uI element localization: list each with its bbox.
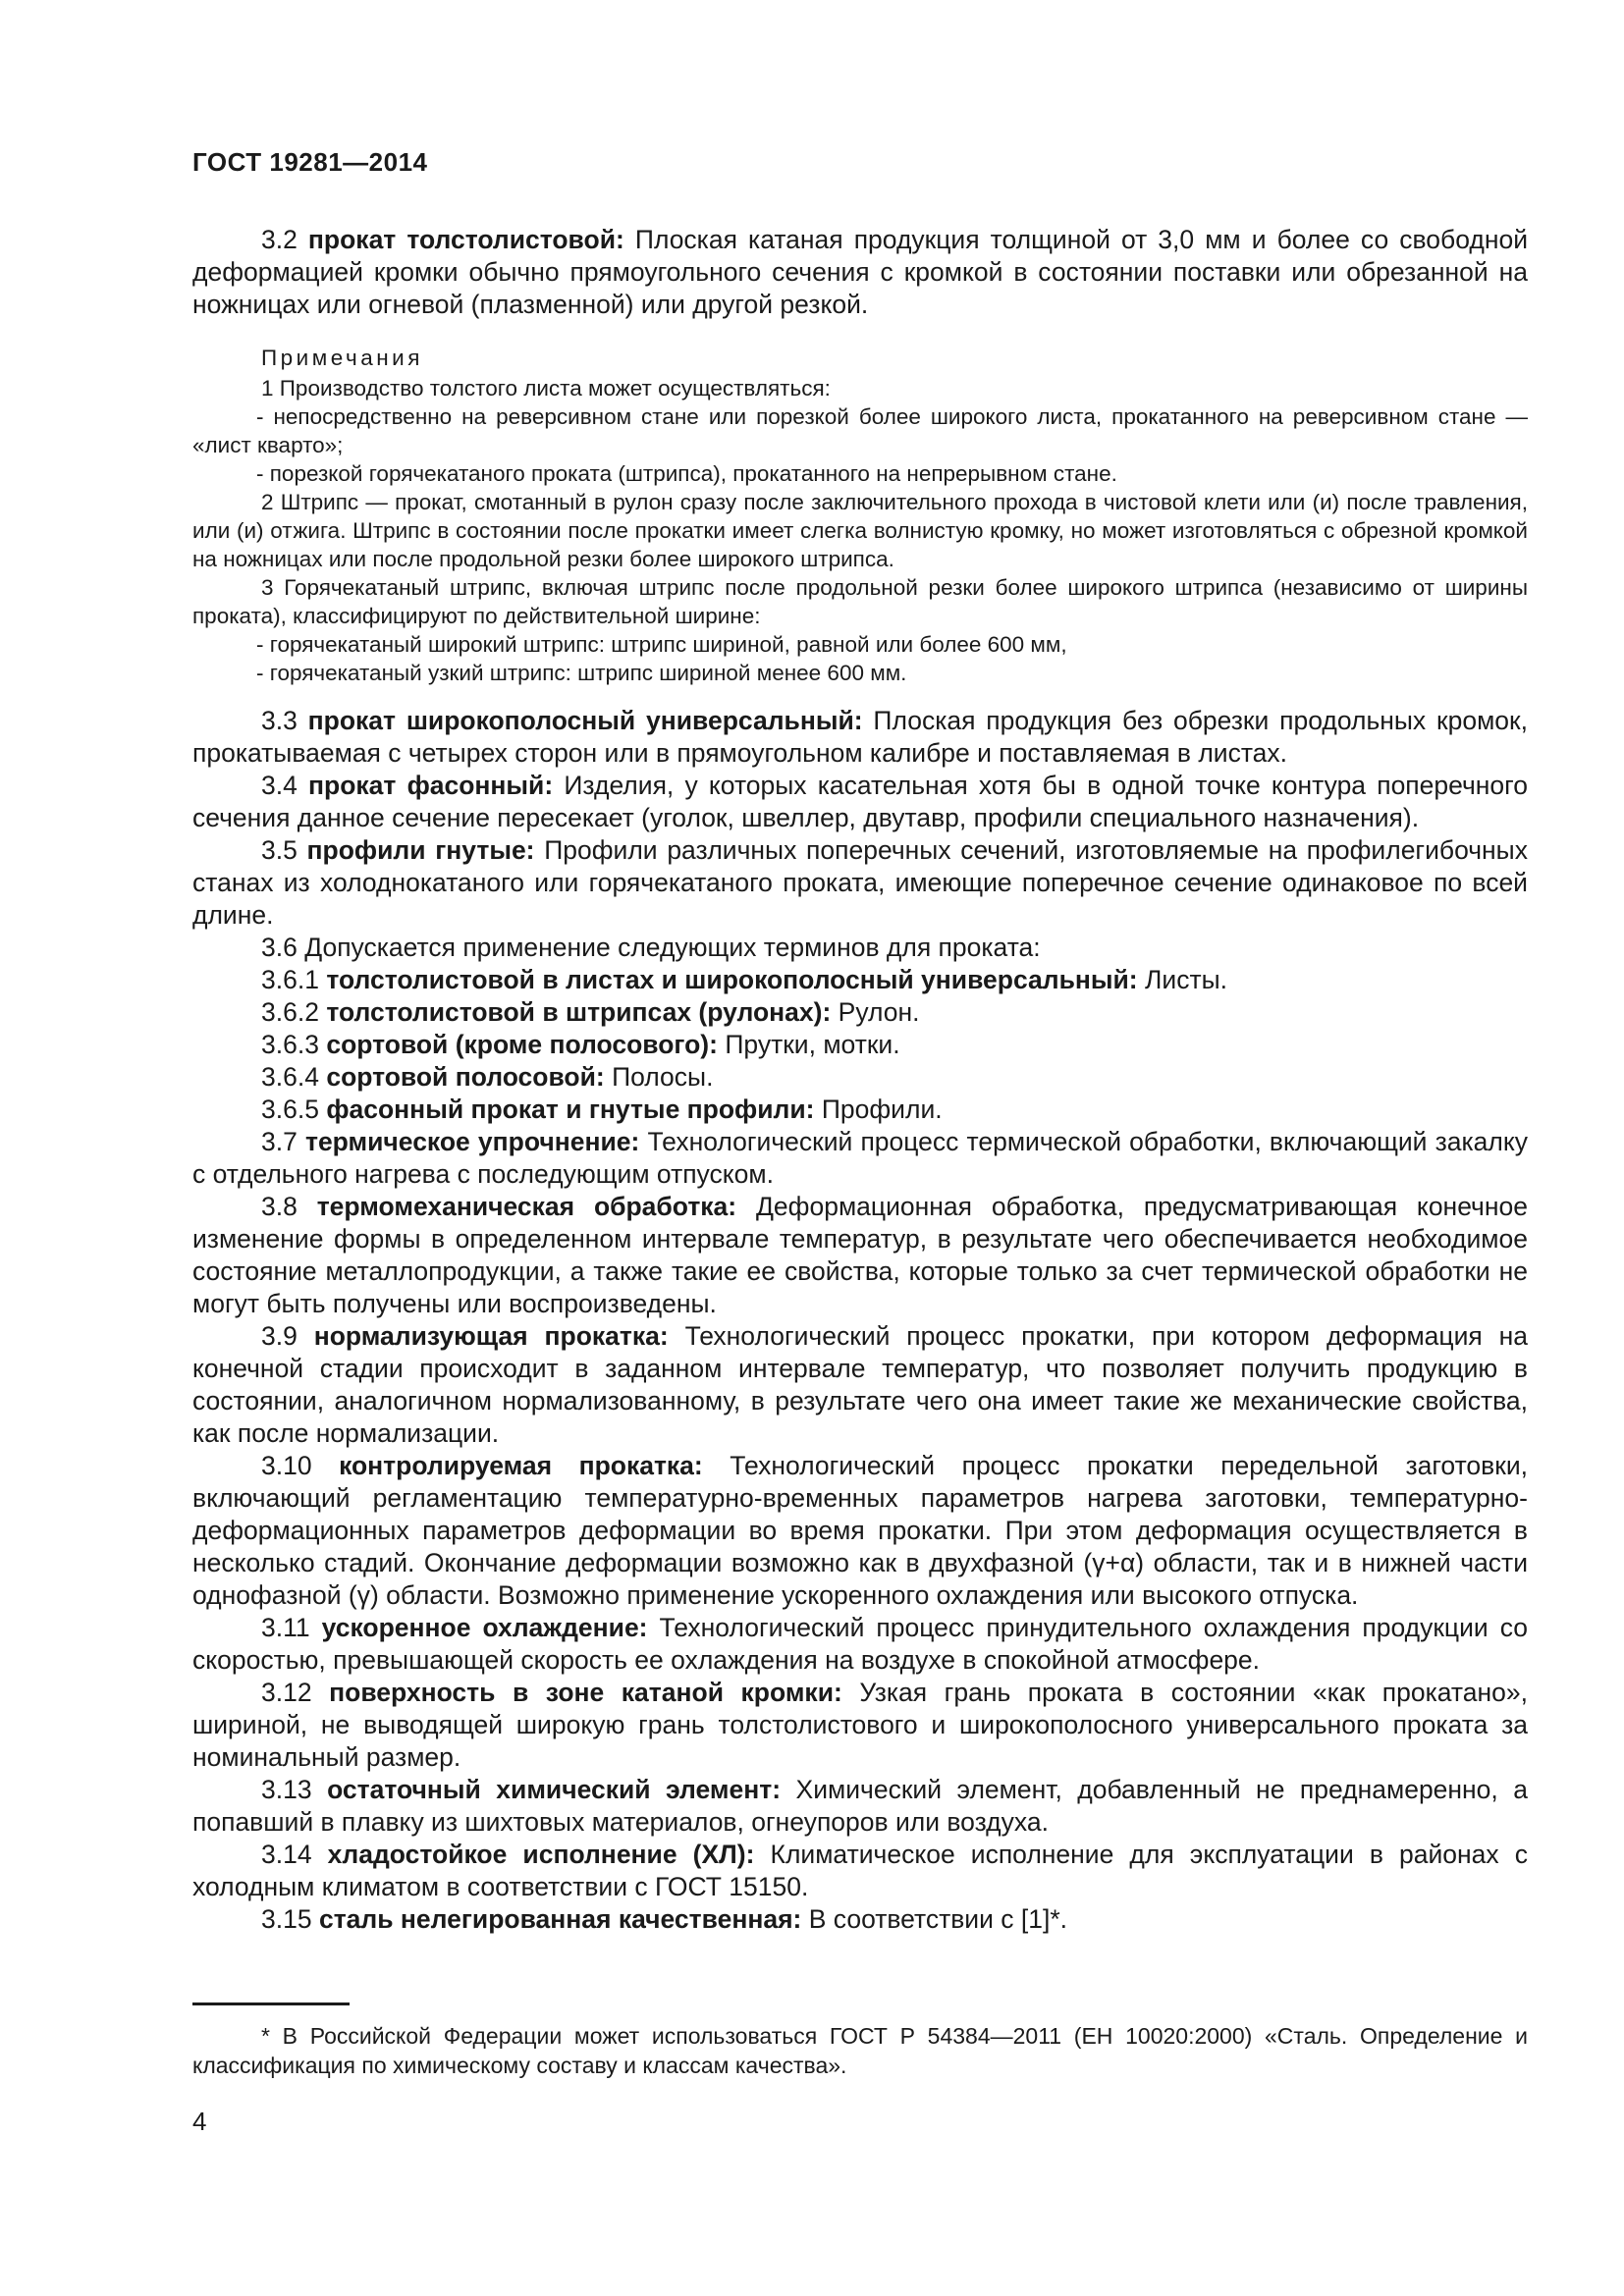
paragraph-3-6-4 <box>192 1061 1528 1094</box>
paragraph-3-7 <box>192 1126 1528 1191</box>
clause-number: 3.3 <box>261 706 298 735</box>
definition: Технологический процесс принудительного охлаждения продукции со скоростью, превышающей скорость ее охлаждения на воздухе в спокойной атмосфере. <box>192 1613 1528 1675</box>
note-3-item-a: - горячекатаный широкий штрипс: штрипс шириной, равной или более 600 мм, <box>256 632 1067 657</box>
definition: Узкая грань проката в состоянии «как прокатано», шириной, не выводящей широкую грань толстолистового и широкополосного универсального проката за номинальный размер. <box>192 1678 1528 1772</box>
paragraph-3-8 <box>192 1191 1528 1320</box>
term: сортовой полосовой: <box>326 1062 605 1092</box>
term: поверхность в зоне катаной кромки: <box>329 1678 842 1707</box>
clause-number: 3.12 <box>261 1678 312 1707</box>
term: профили гнутые: <box>306 835 535 865</box>
term: прокат толстолистовой: <box>307 225 624 254</box>
term: ускоренное охлаждение: <box>321 1613 648 1642</box>
term: термическое упрочнение: <box>304 1127 640 1156</box>
paragraph-3-6-5 <box>192 1094 1528 1126</box>
term: остаточный химический элемент: <box>327 1775 782 1804</box>
clause-number: 3.13 <box>261 1775 312 1804</box>
term: прокат широкополосный универсальный: <box>307 706 863 735</box>
clause-number: 3.5 <box>261 835 298 865</box>
clause-number: 3.4 <box>261 771 298 800</box>
clause-number: 3.14 <box>261 1840 312 1869</box>
notes-block <box>192 344 1528 687</box>
definition: Рулон. <box>838 997 920 1027</box>
clause-number: 3.6.5 <box>261 1095 319 1124</box>
term: фасонный прокат и гнутые профили: <box>326 1095 815 1124</box>
note-1-item-b: - порезкой горячекатаного проката (штрипса), прокатанного на непрерывном стане. <box>256 461 1117 486</box>
clause-number: 3.7 <box>261 1127 298 1156</box>
note-2: 2 Штрипс — прокат, смотанный в рулон сразу после заключительного прохода в чистовой клети или (и) после травления, или (и) отжига. Штрипс в состоянии после прокатки имеет слегка волнистую кромку, но может изготовляться с обрезной кромкой на ножницах или после продольной резки более широкого штрипса. <box>192 490 1528 571</box>
definition: Допускается применение следующих терминов для проката: <box>304 933 1041 962</box>
paragraph-3-6-2 <box>192 996 1528 1029</box>
paragraph-3-12 <box>192 1677 1528 1774</box>
footnote-divider <box>192 2002 350 2005</box>
definition: Профили различных поперечных сечений, изготовляемые на профилегибочных станах из холоднокатаного или горячекатаного проката, имеющие поперечное сечение одинаковое по всей длине. <box>192 835 1528 930</box>
term: контролируемая прокатка: <box>339 1451 703 1480</box>
paragraph-3-6 <box>192 932 1528 964</box>
definition: Плоская продукция без обрезки продольных кромок, прокатываемая с четырех сторон или в прямоугольном калибре и поставляемая в листах. <box>192 706 1528 768</box>
paragraph-3-6-1 <box>192 964 1528 996</box>
clause-number: 3.6.4 <box>261 1062 319 1092</box>
paragraph-3-4 <box>192 770 1528 834</box>
definition: В соответствии с [1]*. <box>808 1904 1068 1934</box>
definition: Деформационная обработка, предусматривающая конечное изменение формы в определенном интервале температур, в результате чего обеспечивается необходимое состояние металлопродукции, а также такие ее свойства, которые только за счет термической обработки не могут быть получены или воспроизведены. <box>192 1192 1528 1318</box>
notes-heading: Примечания <box>261 346 423 370</box>
paragraph-3-14 <box>192 1839 1528 1903</box>
document-body <box>192 224 1528 1936</box>
definition: Технологический процесс прокатки передельной заготовки, включающий регламентацию температурно-временных параметров нагрева заготовки, температурно-деформационных параметров деформации во время прокатки. При этом деформация осуществляется в несколько стадий. Окончание деформации возможно как в двухфазной (γ+α) области, так и в нижней части однофазной (γ) области. Возможно применение ускоренного охлаждения или высокого отпуска. <box>192 1451 1528 1610</box>
definition: Изделия, у которых касательная хотя бы в одной точке контура поперечного сечения данное сечение пересекает (уголок, швеллер, двутавр, профили специального назначения). <box>192 771 1528 832</box>
definition: Профили. <box>821 1095 943 1124</box>
footnote: * В Российской Федерации может использоваться ГОСТ Р 54384—2011 (ЕН 10020:2000) «Сталь. Определение и классификация по химическому составу и классам качества». <box>192 2023 1528 2078</box>
note-3-item-b: - горячекатаный узкий штрипс: штрипс шириной менее 600 мм. <box>256 661 907 685</box>
term: толстолистовой в листах и широкополосный универсальный: <box>326 965 1138 994</box>
clause-number: 3.15 <box>261 1904 312 1934</box>
clause-number: 3.11 <box>261 1613 310 1642</box>
note-1-item-a: - непосредственно на реверсивном стане или порезкой более широкого листа, прокатанного на реверсивном стане — «лист кварто»; <box>192 404 1528 457</box>
clause-number: 3.10 <box>261 1451 312 1480</box>
clause-number: 3.2 <box>261 225 298 254</box>
paragraph-3-9 <box>192 1320 1528 1450</box>
definition: Климатическое исполнение для эксплуатации в районах с холодным климатом в соответствии с ГОСТ 15150. <box>192 1840 1528 1901</box>
term: сталь нелегированная качественная: <box>318 1904 802 1934</box>
clause-number: 3.9 <box>261 1321 298 1351</box>
paragraph-3-13 <box>192 1774 1528 1839</box>
paragraph-3-10 <box>192 1450 1528 1612</box>
term: толстолистовой в штрипсах (рулонах): <box>326 997 832 1027</box>
definition: Технологический процесс прокатки, при котором деформация на конечной стадии происходит в заданном интервале температур, что позволяет получить продукцию в состоянии, аналогичном нормализованному, в результате чего она имеет такие же механические свойства, как после нормализации. <box>192 1321 1528 1448</box>
note-1: 1 Производство толстого листа может осуществляться: <box>261 376 831 400</box>
clause-number: 3.6.2 <box>261 997 319 1027</box>
term: термомеханическая обработка: <box>316 1192 737 1221</box>
definition: Полосы. <box>612 1062 714 1092</box>
paragraph-3-15 <box>192 1903 1528 1936</box>
definition: Плоская катаная продукция толщиной от 3,0 мм и более со свободной деформацией кромки обычно прямоугольного сечения с кромкой в состоянии поставки или обрезанной на ножницах или огневой (плазменной) или другой резкой. <box>192 225 1529 319</box>
paragraph-3-3 <box>192 705 1528 770</box>
note-3: 3 Горячекатаный штрипс, включая штрипс после продольной резки более широкого штрипса (независимо от ширины проката), классифицируют по действительной ширине: <box>192 575 1528 628</box>
definition: Прутки, мотки. <box>725 1030 900 1059</box>
term: сортовой (кроме полосового): <box>326 1030 718 1059</box>
document-header: ГОСТ 19281—2014 <box>192 147 428 177</box>
paragraph-3-6-3 <box>192 1029 1528 1061</box>
clause-number: 3.6.1 <box>261 965 319 994</box>
clause-number: 3.8 <box>261 1192 298 1221</box>
paragraph-3-5 <box>192 834 1528 932</box>
paragraph-3-11 <box>192 1612 1528 1677</box>
paragraph-3-2 <box>192 224 1528 321</box>
term: прокат фасонный: <box>308 771 554 800</box>
definition: Химический элемент, добавленный не преднамеренно, а попавший в плавку из шихтовых материалов, огнеупоров или воздуха. <box>192 1775 1529 1837</box>
definition: Листы. <box>1145 965 1228 994</box>
definition: Технологический процесс термической обработки, включающий закалку с отдельного нагрева с последующим отпуском. <box>192 1127 1528 1189</box>
page-number: 4 <box>192 2107 207 2136</box>
clause-number: 3.6 <box>261 933 298 962</box>
clause-number: 3.6.3 <box>261 1030 319 1059</box>
term: хладостойкое исполнение (ХЛ): <box>327 1840 755 1869</box>
term: нормализующая прокатка: <box>313 1321 669 1351</box>
